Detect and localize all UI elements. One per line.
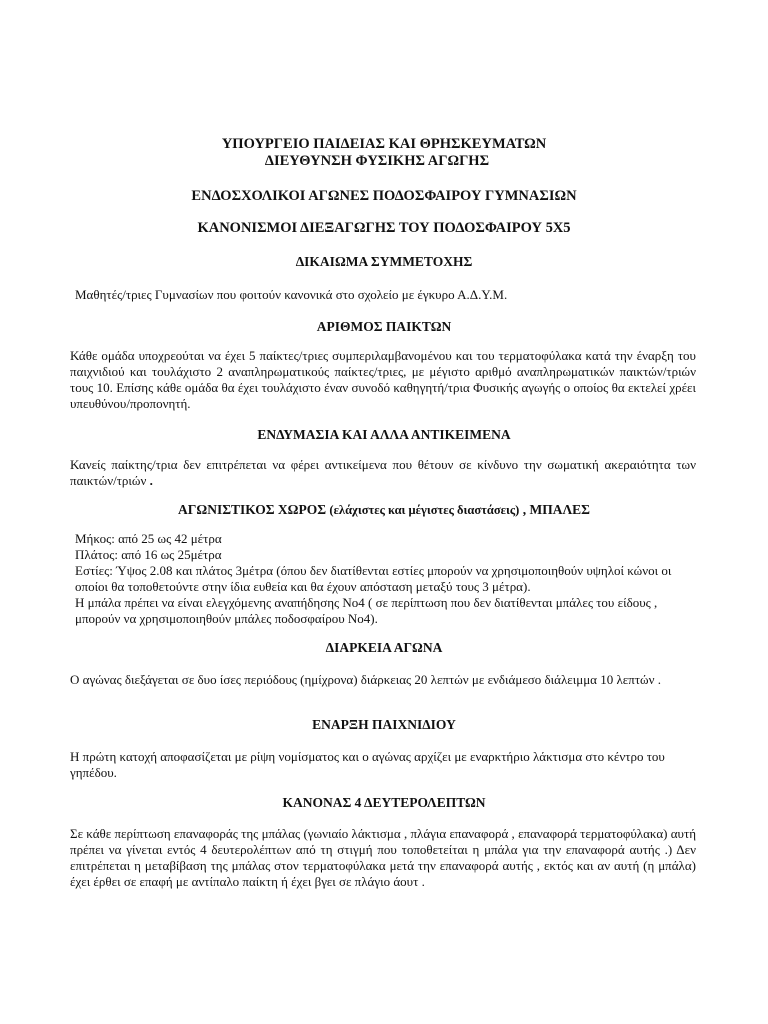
field-heading-sub: (ελάχιστες και μέγιστες διαστάσεις) [329, 503, 520, 517]
four-seconds-text: Σε κάθε περίπτωση επαναφοράς της μπάλας (γωνιαίο λάκτισμα , πλάγια επαναφορά , επαναφορά τερματοφύλακα) αυτή πρέπει να γίνεται εντός 4 δευτερολέπτων από τη στιγμή που τοποθετείται η μπάλα για την επαναφορά αυτής .) Δεν επιτρέπεται η μεταβίβαση της μπάλας στον τερματοφύλακα μετά την επαναφορά αυτής , εκτός και αν αυτή (η μπάλα) έχει έρθει σε επαφή με αντίπαλο παίκτη ή έχει βγει σε πλάγιο άουτ . [70, 826, 696, 889]
players-heading: ΑΡΙΘΜΟΣ ΠΑΙΚΤΩΝ [316, 319, 452, 334]
clothing-text-end: . [146, 473, 153, 488]
field-ball: Η μπάλα πρέπει να είναι ελεγχόμενης αναπήδησης Νο4 ( σε περίπτωση που δεν διατίθενται μπάλες του είδους , μπορούν να χρησιμοποιηθούν μπάλες ποδοσφαίρου Νο4). [75, 595, 658, 626]
clothing-heading: ΕΝΔΥΜΑΣΙΑ ΚΑΙ ΑΛΛΑ ΑΝΤΙΚΕΙΜΕΝΑ [257, 427, 511, 442]
field-length: Μήκος: από 25 ως 42 μέτρα [75, 531, 222, 546]
field-width: Πλάτος: από 16 ως 25μέτρα [75, 547, 222, 562]
document-header [0, 136, 768, 170]
directorate-title: ΔΙΕΥΘΥΝΣΗ ΦΥΣΙΚΗΣ ΑΓΩΓΗΣ [264, 153, 490, 169]
eligibility-heading: ΔΙΚΑΙΩΜΑ ΣΥΜΜΕΤΟΧΗΣ [295, 254, 473, 269]
field-heading-end: , ΜΠΑΛΕΣ [522, 502, 590, 517]
four-seconds-heading: ΚΑΝΟΝΑΣ 4 ΔΕΥΤΕΡΟΛΕΠΤΩΝ [282, 795, 486, 810]
rules-title: ΚΑΝΟΝΙΣΜΟΙ ΔΙΕΞΑΓΩΓΗΣ ΤΟΥ ΠΟΔΟΣΦΑΙΡΟΥ 5Χ5 [197, 220, 571, 236]
players-text: Κάθε ομάδα υποχρεούται να έχει 5 παίκτες/τριες συμπεριλαμβανομένου και του τερματοφύλακα κατά την έναρξη του παιχνιδιού και τουλάχιστο 2 αναπληρωματικούς παίκτες/τριες, με μέγιστο αριθμό αναπληρωματικών παικτών/τριών τους 10. Επίσης κάθε ομάδα θα έχει τουλάχιστο έναν συνοδό καθηγητή/τρια Φυσικής αγωγής ο οποίος θα εκτελεί χρέει υπευθύνου/προπονητή. [70, 348, 696, 411]
kickoff-heading: ΕΝΑΡΞΗ ΠΑΙΧΝΙΔΙΟΥ [312, 717, 456, 732]
eligibility-text: Μαθητές/τριες Γυμνασίων που φοιτούν κανονικά στο σχολείο με έγκυρο Α.Δ.Υ.Μ. [75, 287, 508, 302]
clothing-text [70, 457, 696, 489]
clothing-text-main: Κανείς παίκτης/τρια δεν επιτρέπεται να φέρει αντικείμενα που θέτουν σε κίνδυνο την σωματική ακεραιότητα των παικτών/τριών [70, 457, 696, 488]
event-title: ΕΝΔΟΣΧΟΛΙΚΟΙ ΑΓΩΝΕΣ ΠΟΔΟΣΦΑΙΡΟΥ ΓΥΜΝΑΣΙΩΝ [191, 188, 577, 204]
ministry-title: ΥΠΟΥΡΓΕΙΟ ΠΑΙΔΕΙΑΣ ΚΑΙ ΘΡΗΣΚΕΥΜΑΤΩΝ [221, 136, 547, 152]
duration-text: Ο αγώνας διεξάγεται σε δυο ίσες περιόδους (ημίχρονα) διάρκειας 20 λεπτών με ενδιάμεσο διάλειμμα 10 λεπτών . [70, 672, 661, 687]
kickoff-text: Η πρώτη κατοχή αποφασίζεται με ρίψη νομίσματος και ο αγώνας αρχίζει με εναρκτήριο λάκτισμα στο κέντρο του γηπέδου. [70, 749, 665, 780]
duration-heading: ΔΙΑΡΚΕΙΑ ΑΓΩΝΑ [325, 640, 443, 655]
field-heading [0, 502, 768, 518]
field-goals: Εστίες: Ύψος 2.08 και πλάτος 3μέτρα (όπου δεν διατίθενται εστίες μπορούν να χρησιμοποιηθούν υψηλοί κώνοι οι οποίοι θα τοποθετούντε στην ίδια ευθεία και θα έχουν απόσταση μεταξύ τους 3 μέτρα). [75, 563, 672, 594]
field-heading-main: ΑΓΩΝΙΣΤΙΚΟΣ ΧΩΡΟΣ [178, 502, 327, 517]
